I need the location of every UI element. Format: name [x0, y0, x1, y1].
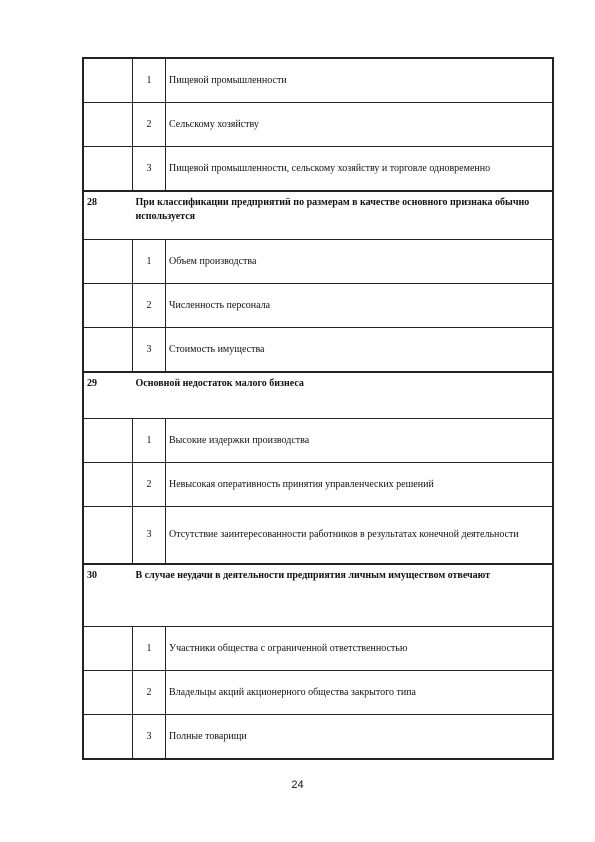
- empty-cell: [83, 671, 133, 715]
- empty-cell: [83, 627, 133, 671]
- option-text: Владельцы акций акционерного общества закрытого типа: [166, 671, 554, 715]
- option-text: Пищевой промышленности, сельскому хозяйству и торговле одновременно: [166, 147, 554, 192]
- question-number: 29: [83, 372, 133, 419]
- option-text: Объем производства: [166, 240, 554, 284]
- option-number: 1: [133, 58, 166, 103]
- option-row: [83, 507, 553, 565]
- option-number: 3: [133, 715, 166, 760]
- option-row: [83, 715, 553, 760]
- empty-cell: [83, 103, 133, 147]
- option-number: 1: [133, 419, 166, 463]
- empty-cell: [83, 147, 133, 192]
- option-number: 1: [133, 240, 166, 284]
- page-number: 24: [291, 779, 304, 791]
- option-number: 3: [133, 328, 166, 373]
- option-row: [83, 463, 553, 507]
- option-text: Участники общества с ограниченной ответственностью: [166, 627, 554, 671]
- option-row: [83, 58, 553, 103]
- empty-cell: [83, 284, 133, 328]
- option-text: Высокие издержки производства: [166, 419, 554, 463]
- option-row: [83, 328, 553, 373]
- option-text: Невысокая оперативность принятия управленческих решений: [166, 463, 554, 507]
- option-row: [83, 103, 553, 147]
- question-row: [83, 564, 553, 627]
- question-number: 28: [83, 191, 133, 240]
- question-text: В случае неудачи в деятельности предприятия личным имуществом отвечают: [133, 564, 554, 627]
- option-number: 3: [133, 147, 166, 192]
- option-number: 2: [133, 671, 166, 715]
- empty-cell: [83, 328, 133, 373]
- option-text: Отсутствие заинтересованности работников в результатах конечной деятельности: [166, 507, 554, 565]
- question-text: Основной недостаток малого бизнеса: [133, 372, 554, 419]
- option-row: [83, 284, 553, 328]
- option-text: Полные товарищи: [166, 715, 554, 760]
- option-number: 2: [133, 284, 166, 328]
- test-table: [82, 57, 554, 760]
- option-number: 2: [133, 463, 166, 507]
- option-row: [83, 240, 553, 284]
- question-row: [83, 372, 553, 419]
- option-row: [83, 627, 553, 671]
- question-number: 30: [83, 564, 133, 627]
- empty-cell: [83, 419, 133, 463]
- empty-cell: [83, 507, 133, 565]
- question-row: [83, 191, 553, 240]
- option-text: Сельскому хозяйству: [166, 103, 554, 147]
- empty-cell: [83, 58, 133, 103]
- question-text: При классификации предприятий по размерам в качестве основного признака обычно используется: [133, 191, 554, 240]
- option-row: [83, 671, 553, 715]
- empty-cell: [83, 463, 133, 507]
- empty-cell: [83, 240, 133, 284]
- option-text: Стоимость имущества: [166, 328, 554, 373]
- option-number: 2: [133, 103, 166, 147]
- option-text: Пищевой промышленности: [166, 58, 554, 103]
- option-text: Численность персонала: [166, 284, 554, 328]
- option-row: [83, 147, 553, 192]
- empty-cell: [83, 715, 133, 760]
- option-number: 1: [133, 627, 166, 671]
- option-row: [83, 419, 553, 463]
- option-number: 3: [133, 507, 166, 565]
